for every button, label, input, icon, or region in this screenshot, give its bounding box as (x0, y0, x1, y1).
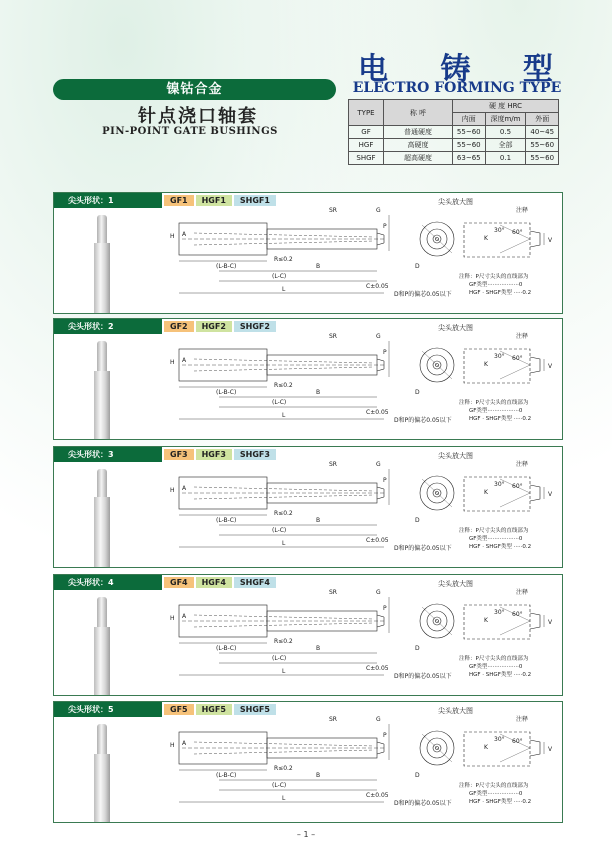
dim-30: 30° (494, 736, 505, 743)
pin-shape-section (53, 318, 563, 440)
dim-c: C±0.05 (366, 665, 389, 672)
col-inner: 内面 (453, 113, 486, 126)
pin-shape-section (53, 446, 563, 568)
col-type: TYPE (349, 100, 384, 126)
dim-a: A (182, 613, 187, 620)
dim-g: G (376, 461, 381, 468)
note-label: 注释 (516, 461, 529, 468)
dim-v: V (548, 746, 553, 753)
enlarged-view-label: 尖头放大图 (438, 580, 473, 588)
dim-l: L (282, 412, 286, 419)
hardness-spec-table (348, 99, 559, 165)
type-gf: GF1 (164, 195, 194, 206)
dim-h: H (170, 487, 175, 494)
dim-p: P (383, 605, 387, 612)
dim-30: 30° (494, 353, 505, 360)
dim-r: R≤0.2 (274, 510, 293, 517)
dim-sr: SR (329, 333, 337, 340)
type-hgf: HGF5 (196, 704, 232, 715)
dim-h: H (170, 359, 175, 366)
dim-k: K (484, 361, 488, 368)
dim-lc: (L-C) (272, 527, 287, 534)
tip-notes: 注释：P尺寸尖头的直线部为 GF类型··················0 HGF · SHGF类型 ·····0.2 (459, 656, 532, 678)
dim-a: A (182, 485, 187, 492)
dim-l: L (282, 795, 286, 802)
dim-b: B (316, 772, 321, 779)
table-row: GF 普通硬度 55~60 0.5 40~45 (349, 126, 559, 139)
dim-h: H (170, 615, 175, 622)
dim-c: C±0.05 (366, 792, 389, 799)
page-title-cn: 针点浇口轴套 (138, 106, 258, 127)
col-name: 称 呼 (384, 100, 453, 126)
dim-c: C±0.05 (366, 283, 389, 290)
dim-d: D (415, 389, 420, 396)
note-label: 注释 (516, 207, 529, 214)
col-hardness: 硬 度 HRC (453, 100, 559, 113)
shape-tag: 尖头形状：2 (54, 319, 162, 334)
dim-v: V (548, 363, 553, 370)
enlarged-view-label: 尖头放大图 (438, 198, 473, 206)
type-shgf: SHGF5 (234, 704, 276, 715)
dim-v: V (548, 619, 553, 626)
dim-b: B (316, 645, 321, 652)
electro-forming-title-cn: 电 铸 型 (358, 52, 553, 87)
table-row: HGF 高硬度 55~60 全部 55~60 (349, 139, 559, 152)
eccentricity-note: D和P的偏芯0.05以下 (394, 545, 452, 552)
dim-30: 30° (494, 609, 505, 616)
dim-h: H (170, 742, 175, 749)
dim-lbc: (L-B-C) (216, 645, 237, 652)
dim-sr: SR (329, 461, 337, 468)
dim-30: 30° (494, 481, 505, 488)
note-label: 注释 (516, 589, 529, 596)
dim-sr: SR (329, 207, 337, 214)
shape-tag: 尖头形状：5 (54, 702, 162, 717)
dim-k: K (484, 235, 488, 242)
dim-r: R≤0.2 (274, 638, 293, 645)
dim-lc: (L-C) (272, 782, 287, 789)
dim-h: H (170, 233, 175, 240)
type-hgf: HGF4 (196, 577, 232, 588)
type-gf: GF4 (164, 577, 194, 588)
eccentricity-note: D和P的偏芯0.05以下 (394, 417, 452, 424)
electro-forming-title-en: ELECTRO FORMING TYPE (352, 80, 562, 96)
type-hgf: HGF2 (196, 321, 232, 332)
dim-lc: (L-C) (272, 655, 287, 662)
dim-k: K (484, 617, 488, 624)
shape-tag: 尖头形状：3 (54, 447, 162, 462)
dim-lc: (L-C) (272, 399, 287, 406)
dim-sr: SR (329, 716, 337, 723)
dim-g: G (376, 716, 381, 723)
eccentricity-note: D和P的偏芯0.05以下 (394, 800, 452, 807)
tip-notes: 注释：P尺寸尖头的直线部为 GF类型··················0 HGF · SHGF类型 ·····0.2 (459, 528, 532, 550)
col-outer: 外面 (526, 113, 559, 126)
enlarged-view-label: 尖头放大图 (438, 324, 473, 332)
dim-a: A (182, 357, 187, 364)
dim-p: P (383, 223, 387, 230)
shape-tag: 尖头形状：1 (54, 193, 162, 208)
tip-notes: 注释：P尺寸尖头的直线部为 GF类型··················0 HGF · SHGF类型 ·····0.2 (459, 400, 532, 422)
dim-d: D (415, 645, 420, 652)
dim-lbc: (L-B-C) (216, 389, 237, 396)
dim-60: 60° (512, 229, 523, 236)
dim-b: B (316, 389, 321, 396)
page-title-en: PIN-POINT GATE BUSHINGS (102, 126, 278, 137)
dim-p: P (383, 477, 387, 484)
dim-v: V (548, 237, 553, 244)
type-shgf: SHGF2 (234, 321, 276, 332)
dim-sr: SR (329, 589, 337, 596)
dim-g: G (376, 333, 381, 340)
type-shgf: SHGF4 (234, 577, 276, 588)
pin-shape-section (53, 574, 563, 696)
eccentricity-note: D和P的偏芯0.05以下 (394, 291, 452, 298)
tip-notes: 注释：P尺寸尖头的直线部为 GF类型··················0 HGF · SHGF类型 ·····0.2 (459, 783, 532, 805)
type-shgf: SHGF1 (234, 195, 276, 206)
type-gf: GF3 (164, 449, 194, 460)
dim-b: B (316, 263, 321, 270)
dim-lbc: (L-B-C) (216, 517, 237, 524)
type-shgf: SHGF3 (234, 449, 276, 460)
type-gf: GF2 (164, 321, 194, 332)
dim-l: L (282, 668, 286, 675)
type-hgf: HGF1 (196, 195, 232, 206)
dim-v: V (548, 491, 553, 498)
material-badge: 镍钴合金 (53, 79, 336, 100)
pin-shape-section (53, 192, 563, 314)
dim-d: D (415, 517, 420, 524)
dim-l: L (282, 286, 286, 293)
pin-shape-section (53, 701, 563, 823)
dim-k: K (484, 489, 488, 496)
dim-r: R≤0.2 (274, 765, 293, 772)
eccentricity-note: D和P的偏芯0.05以下 (394, 673, 452, 680)
type-hgf: HGF3 (196, 449, 232, 460)
dim-60: 60° (512, 738, 523, 745)
col-depth: 深度m/m (485, 113, 526, 126)
dim-60: 60° (512, 483, 523, 490)
page-number: – 1 – (296, 830, 316, 839)
dim-60: 60° (512, 611, 523, 618)
dim-l: L (282, 540, 286, 547)
table-row: SHGF 超高硬度 63~65 0.1 55~60 (349, 152, 559, 165)
dim-a: A (182, 740, 187, 747)
enlarged-view-label: 尖头放大图 (438, 707, 473, 715)
dim-p: P (383, 349, 387, 356)
dim-d: D (415, 263, 420, 270)
dim-b: B (316, 517, 321, 524)
dim-lbc: (L-B-C) (216, 772, 237, 779)
dim-p: P (383, 732, 387, 739)
dim-k: K (484, 744, 488, 751)
dim-c: C±0.05 (366, 537, 389, 544)
dim-30: 30° (494, 227, 505, 234)
type-gf: GF5 (164, 704, 194, 715)
shape-tag: 尖头形状：4 (54, 575, 162, 590)
dim-lbc: (L-B-C) (216, 263, 237, 270)
dim-c: C±0.05 (366, 409, 389, 416)
dim-60: 60° (512, 355, 523, 362)
note-label: 注释 (516, 333, 529, 340)
dim-r: R≤0.2 (274, 382, 293, 389)
enlarged-view-label: 尖头放大图 (438, 452, 473, 460)
dim-r: R≤0.2 (274, 256, 293, 263)
dim-a: A (182, 231, 187, 238)
dim-lc: (L-C) (272, 273, 287, 280)
dim-g: G (376, 589, 381, 596)
tip-notes: 注释：P尺寸尖头的直线部为 GF类型··················0 HGF · SHGF类型 ·····0.2 (459, 274, 532, 296)
dim-d: D (415, 772, 420, 779)
note-label: 注释 (516, 716, 529, 723)
dim-g: G (376, 207, 381, 214)
